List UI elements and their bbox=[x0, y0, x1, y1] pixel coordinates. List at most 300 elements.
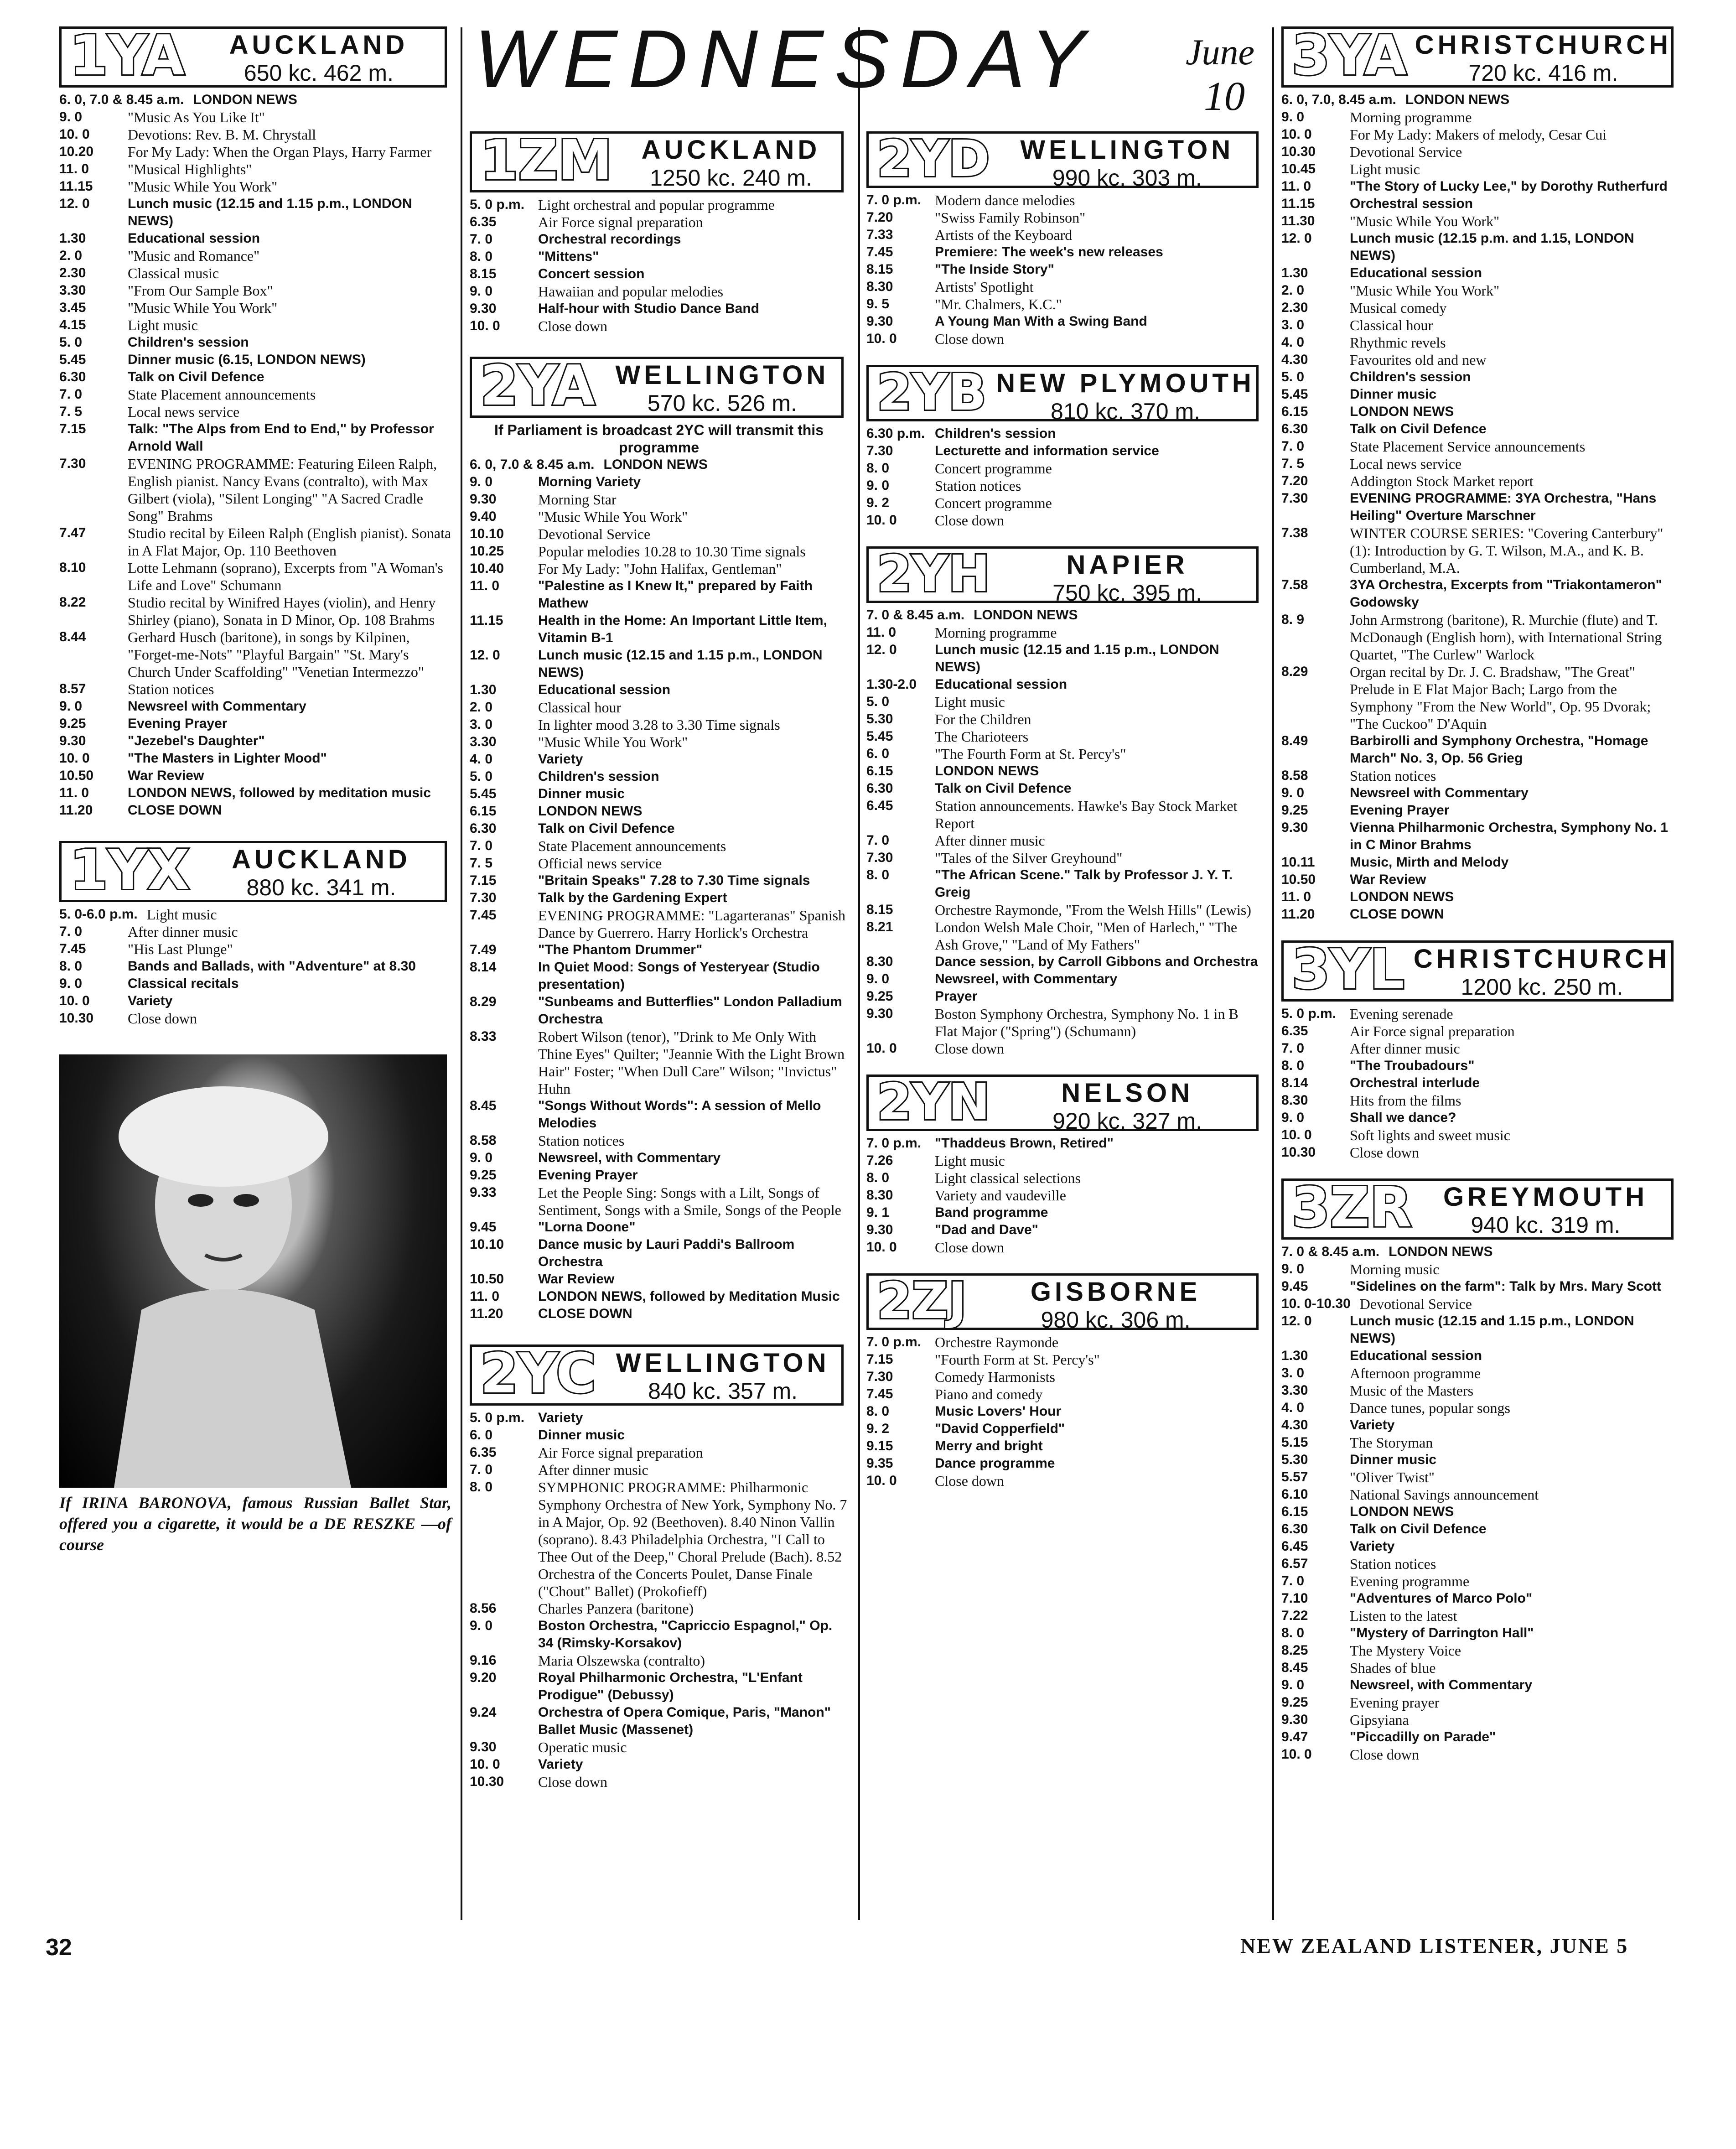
programme-row bbox=[59, 420, 451, 455]
programme-row bbox=[1281, 1295, 1678, 1313]
programme-time: 7. 0 & 8.45 a.m. bbox=[866, 607, 965, 623]
programme-time: 12. 0 bbox=[470, 648, 500, 663]
programme-row bbox=[470, 1028, 848, 1097]
programme-title: Lunch music (12.15 and 1.15 p.m., LONDON NEWS) bbox=[1350, 1313, 1634, 1346]
programme-title: Newsreel with Commentary bbox=[128, 699, 306, 714]
date-month: June bbox=[1186, 32, 1255, 73]
programme-row bbox=[866, 676, 1263, 693]
programme-row bbox=[59, 975, 451, 992]
programme-title: Devotions: Rev. B. M. Chrystall bbox=[128, 126, 316, 143]
programme-row bbox=[1281, 576, 1678, 611]
programme-time: 7.58 bbox=[1281, 577, 1308, 592]
programme-time: 9. 0 bbox=[1281, 1677, 1305, 1692]
station-header-box bbox=[866, 130, 1259, 191]
programme-row bbox=[1281, 1625, 1678, 1642]
programme-time: 11.20 bbox=[1281, 907, 1315, 922]
programme-title: Orchestral session bbox=[1350, 196, 1473, 211]
programme-title: "Mr. Chalmers, K.C." bbox=[935, 296, 1062, 312]
programme-title: Musical comedy bbox=[1350, 300, 1447, 316]
programme-time: 7.45 bbox=[866, 1386, 893, 1402]
programme-time: 3.30 bbox=[470, 734, 497, 749]
programme-row bbox=[470, 993, 848, 1028]
programme-row bbox=[470, 1271, 848, 1288]
station-2yn bbox=[866, 1071, 1263, 1256]
programme-time: 10. 0 bbox=[866, 1240, 897, 1255]
station-call-sign: 2YH bbox=[877, 545, 990, 603]
programme-time: 8. 9 bbox=[1281, 612, 1305, 627]
programme-title: Operatic music bbox=[538, 1739, 627, 1755]
programme-title: "Piccadilly on Parade" bbox=[1350, 1729, 1496, 1744]
programme-time: 7. 0 bbox=[1281, 439, 1305, 454]
programme-title: Health in the Home: An Important Little Item, Vitamin B-1 bbox=[538, 613, 827, 645]
programme-row bbox=[1281, 802, 1678, 819]
programme-time: 8. 0 bbox=[470, 249, 493, 264]
station-header bbox=[59, 837, 451, 906]
programme-time: 3. 0 bbox=[1281, 317, 1305, 332]
programme-row bbox=[1281, 1451, 1678, 1469]
programme-time: 9.30 bbox=[866, 1006, 893, 1021]
programme-time: 9.25 bbox=[1281, 803, 1308, 818]
programme-row bbox=[470, 941, 848, 959]
programme-row bbox=[59, 195, 451, 230]
programme-time: 8.30 bbox=[866, 279, 893, 294]
programme-title: Rhythmic revels bbox=[1350, 334, 1446, 351]
programme-time: 9.30 bbox=[470, 492, 497, 507]
programme-title: Children's session bbox=[935, 426, 1056, 441]
programme-title: Close down bbox=[538, 318, 607, 334]
programme-time: 10.10 bbox=[470, 526, 504, 541]
programme-row bbox=[470, 1600, 848, 1617]
programme-row bbox=[1281, 299, 1678, 317]
programme-title: State Placement announcements bbox=[538, 838, 726, 854]
programme-time: 9. 0 bbox=[59, 976, 83, 991]
programme-time: 8.14 bbox=[1281, 1075, 1308, 1090]
programme-title: "Mystery of Darrington Hall" bbox=[1350, 1625, 1534, 1640]
ballerina-portrait bbox=[59, 1054, 447, 1488]
programme-title: The Mystery Voice bbox=[1350, 1642, 1461, 1659]
programme-title: "The Troubadours" bbox=[1350, 1058, 1475, 1073]
programme-title: Classical music bbox=[128, 265, 219, 281]
programme-title: For My Lady: Makers of melody, Cesar Cui bbox=[1350, 126, 1607, 143]
programme-time: 1.30 bbox=[59, 231, 86, 246]
programme-row bbox=[1281, 265, 1678, 282]
programme-row bbox=[1281, 1109, 1678, 1126]
programme-time: 5.45 bbox=[866, 729, 893, 744]
programme-time: 9.30 bbox=[866, 314, 893, 329]
programme-row bbox=[866, 425, 1263, 442]
programme-time: 12. 0 bbox=[866, 642, 897, 657]
station-frequency: 1200 kc. 250 m. bbox=[1461, 974, 1623, 1000]
programme-title: Close down bbox=[935, 331, 1004, 347]
programme-title: Talk on Civil Defence bbox=[935, 781, 1072, 796]
programme-time: 9.30 bbox=[1281, 1712, 1308, 1727]
programme-title: "Lorna Doone" bbox=[538, 1220, 636, 1235]
programme-title: Variety bbox=[128, 993, 173, 1008]
programme-row bbox=[59, 524, 451, 559]
programme-title: Dinner music (6.15, LONDON NEWS) bbox=[128, 352, 366, 367]
programme-time: 5. 0 p.m. bbox=[1281, 1006, 1337, 1021]
station-city: GREYMOUTH bbox=[1443, 1182, 1648, 1212]
programme-time: 6.30 bbox=[1281, 421, 1308, 436]
station-header bbox=[470, 1341, 848, 1409]
programme-time: 7. 0 bbox=[470, 1462, 493, 1477]
programme-row bbox=[1281, 143, 1678, 161]
programme-title: Variety bbox=[538, 1410, 583, 1425]
programme-time: 7.15 bbox=[59, 421, 86, 436]
programme-row bbox=[470, 213, 848, 231]
programme-title: Air Force signal preparation bbox=[538, 214, 703, 230]
programme-title: Studio recital by Winifred Hayes (violin), and Henry Shirley (piano), Sonata in D Minor, Op. 108 Brahms bbox=[128, 594, 436, 628]
programme-time: 10.30 bbox=[59, 1011, 94, 1026]
programme-title: Orchestral recordings bbox=[538, 232, 681, 247]
programme-title: Station notices bbox=[128, 681, 214, 697]
programme-row bbox=[470, 855, 848, 872]
programme-row bbox=[1281, 611, 1678, 663]
station-city: NELSON bbox=[1061, 1078, 1193, 1108]
programme-title: Classical recitals bbox=[128, 976, 239, 991]
programme-row bbox=[59, 698, 451, 715]
programme-row bbox=[470, 525, 848, 543]
station-info bbox=[193, 29, 445, 85]
programme-title: LONDON NEWS, followed by meditation music bbox=[128, 785, 431, 800]
programme-time: 10.45 bbox=[1281, 161, 1316, 176]
programme-title: Orchestre Raymonde, "From the Welsh Hills" (Lewis) bbox=[935, 902, 1251, 918]
programme-time: 9. 0 bbox=[866, 971, 890, 986]
programme-row bbox=[1281, 230, 1678, 265]
programme-row bbox=[1281, 1677, 1678, 1694]
programme-row bbox=[1281, 1365, 1678, 1382]
programme-row bbox=[866, 244, 1263, 261]
station-header-box bbox=[59, 26, 447, 88]
station-city: CHRISTCHURCH bbox=[1413, 944, 1671, 974]
programme-title: Merry and bright bbox=[935, 1438, 1043, 1453]
programme-title: "Tales of the Silver Greyhound" bbox=[935, 850, 1123, 866]
programme-title: Half-hour with Studio Dance Band bbox=[538, 301, 759, 316]
programme-row bbox=[1281, 854, 1678, 871]
station-info bbox=[998, 549, 1256, 606]
programme-row bbox=[866, 711, 1263, 728]
programme-row bbox=[470, 543, 848, 560]
station-info bbox=[1415, 29, 1672, 85]
station-header-box bbox=[1281, 940, 1674, 1002]
programme-time: 10.25 bbox=[470, 544, 504, 559]
programme-row bbox=[1281, 1746, 1678, 1763]
programme-time: 6.15 bbox=[1281, 1504, 1308, 1519]
programme-title: Morning programme bbox=[935, 624, 1057, 641]
programme-time: 7. 0 bbox=[1281, 1041, 1305, 1056]
programme-row bbox=[866, 971, 1263, 988]
programme-time: 7.22 bbox=[1281, 1608, 1308, 1623]
programme-row bbox=[866, 1152, 1263, 1169]
programme-row bbox=[1281, 1278, 1678, 1295]
programme-title: "His Last Plunge" bbox=[128, 941, 233, 957]
programme-row bbox=[1281, 1144, 1678, 1161]
programme-time: 9.30 bbox=[470, 1739, 497, 1754]
programme-row bbox=[866, 226, 1263, 244]
programme-title: "Swiss Family Robinson" bbox=[935, 209, 1086, 226]
programme-row bbox=[1281, 1382, 1678, 1399]
programme-time: 9.20 bbox=[470, 1670, 497, 1685]
station-call-sign: 2YD bbox=[877, 130, 990, 188]
programme-time: 8.30 bbox=[1281, 1093, 1308, 1108]
programme-time: 2. 0 bbox=[1281, 283, 1305, 298]
station-frequency: 650 kc. 462 m. bbox=[244, 60, 394, 86]
station-3zr bbox=[1281, 1175, 1678, 1763]
programme-row bbox=[1281, 420, 1678, 438]
programme-row bbox=[470, 231, 848, 248]
programme-time: 8.30 bbox=[866, 954, 893, 969]
programme-time: 8.57 bbox=[59, 681, 86, 696]
programme-time: 8.45 bbox=[470, 1098, 497, 1113]
programme-time: 7. 0 & 8.45 a.m. bbox=[1281, 1244, 1380, 1259]
programme-time: 11. 0 bbox=[1281, 889, 1311, 904]
programme-row bbox=[1281, 888, 1678, 906]
programme-time: 10.50 bbox=[59, 768, 94, 783]
programme-time: 2.30 bbox=[1281, 300, 1308, 315]
programme-row bbox=[470, 681, 848, 699]
station-header-box bbox=[866, 363, 1259, 424]
programme-row bbox=[866, 512, 1263, 529]
programme-title: Organ recital by Dr. J. C. Bradshaw, "The Great" Prelude in E Flat Major Bach; Largo from the Symphony "From the New World", Op. 95 Dvorak; "The Cuckoo" D'Aquin bbox=[1350, 664, 1651, 732]
programme-time: 6. 0, 7.0 & 8.45 a.m. bbox=[59, 92, 184, 107]
programme-title: Air Force signal preparation bbox=[1350, 1023, 1515, 1039]
programme-row bbox=[470, 1773, 848, 1791]
programme-title: After dinner music bbox=[538, 1462, 648, 1478]
programme-title: Talk on Civil Defence bbox=[1350, 1521, 1487, 1536]
programme-time: 5.30 bbox=[1281, 1452, 1308, 1467]
station-info bbox=[995, 367, 1256, 424]
programme-row bbox=[866, 1455, 1263, 1472]
programme-row bbox=[59, 403, 451, 420]
programme-title: "The Inside Story" bbox=[935, 262, 1054, 277]
programme-row bbox=[470, 768, 848, 785]
programme-title: "Music While You Work" bbox=[538, 509, 688, 525]
programme-time: 8.56 bbox=[470, 1601, 497, 1616]
programme-title: Concert session bbox=[538, 266, 645, 281]
programme-title: Modern dance melodies bbox=[935, 192, 1075, 208]
programme-time: 7.15 bbox=[470, 873, 497, 888]
programme-title: "The Phantom Drummer" bbox=[538, 942, 703, 957]
programme-row bbox=[866, 919, 1263, 953]
programme-title: Hits from the films bbox=[1350, 1092, 1461, 1109]
programme-time: 1.30 bbox=[1281, 265, 1308, 280]
programme-time: 11. 0 bbox=[59, 785, 89, 800]
programme-time: 8.44 bbox=[59, 629, 86, 644]
programme-title: Light music bbox=[128, 317, 198, 333]
programme-time: 8.58 bbox=[470, 1133, 497, 1148]
programme-title: Station notices bbox=[1350, 768, 1436, 784]
programme-row bbox=[866, 867, 1263, 901]
programme-title: "Music While You Work" bbox=[1350, 213, 1500, 229]
programme-title: CLOSE DOWN bbox=[128, 803, 222, 818]
station-header-box bbox=[866, 1073, 1259, 1134]
programme-row bbox=[59, 784, 451, 802]
programme-title: Educational session bbox=[1350, 265, 1482, 280]
programme-row bbox=[470, 612, 848, 647]
programme-row bbox=[1281, 1313, 1678, 1347]
programme-time: 9.30 bbox=[59, 733, 86, 748]
station-header-box bbox=[470, 131, 844, 192]
programme-title: Orchestral interlude bbox=[1350, 1075, 1480, 1090]
programme-time: 9.45 bbox=[1281, 1279, 1308, 1294]
station-header-box bbox=[470, 354, 844, 418]
programme-time: 7.49 bbox=[470, 942, 497, 957]
programme-time: 8.22 bbox=[59, 595, 86, 610]
programme-row bbox=[866, 261, 1263, 278]
programme-title: Evening serenade bbox=[1350, 1006, 1453, 1022]
programme-title: Evening Prayer bbox=[128, 716, 228, 731]
programme-time: 10. 0 bbox=[470, 318, 500, 333]
programme-title: State Placement announcements bbox=[128, 386, 316, 403]
programme-title: LONDON NEWS bbox=[193, 92, 297, 107]
column-rule bbox=[1272, 27, 1274, 1920]
programme-time: 8. 0 bbox=[866, 461, 890, 476]
programme-time: 9.16 bbox=[470, 1653, 497, 1668]
programme-row bbox=[470, 283, 848, 300]
programme-row bbox=[1281, 386, 1678, 403]
programme-time: 7.30 bbox=[866, 443, 893, 458]
column-3 bbox=[866, 128, 1263, 1490]
programme-title: Popular melodies 10.28 to 10.30 Time signals bbox=[538, 543, 806, 560]
programme-title: Close down bbox=[1350, 1144, 1419, 1161]
programme-title: "Jezebel's Daughter" bbox=[128, 733, 265, 748]
programme-title: LONDON NEWS bbox=[603, 457, 708, 472]
station-header bbox=[1281, 1175, 1678, 1243]
programme-time: 9.30 bbox=[1281, 820, 1308, 835]
programme-row bbox=[59, 230, 451, 247]
programme-time: 9. 0 bbox=[1281, 785, 1305, 800]
station-city: AUCKLAND bbox=[641, 135, 821, 165]
programme-time: 6.10 bbox=[1281, 1487, 1308, 1502]
station-2zj bbox=[866, 1270, 1263, 1490]
programme-row bbox=[1281, 1347, 1678, 1365]
programme-time: 8. 0 bbox=[1281, 1625, 1305, 1640]
programme-title: LONDON NEWS bbox=[1350, 1504, 1454, 1519]
programme-title: "David Copperfield" bbox=[935, 1421, 1065, 1436]
programme-title: Dance programme bbox=[935, 1456, 1055, 1471]
programme-time: 8.45 bbox=[1281, 1660, 1308, 1675]
station-frequency: 840 kc. 357 m. bbox=[648, 1378, 798, 1404]
programme-row bbox=[866, 494, 1263, 512]
programme-title: "Music As You Like It" bbox=[128, 109, 265, 125]
programme-time: 11.20 bbox=[470, 1306, 503, 1321]
station-call-sign: 2YA bbox=[480, 354, 595, 418]
programme-row bbox=[59, 386, 451, 403]
programme-title: Music of the Masters bbox=[1350, 1382, 1474, 1399]
programme-row bbox=[1281, 403, 1678, 420]
station-info bbox=[621, 134, 841, 190]
programme-time: 11. 0 bbox=[1281, 179, 1311, 194]
programme-title: LONDON NEWS bbox=[1350, 889, 1454, 904]
programme-time: 6.15 bbox=[1281, 404, 1308, 419]
programme-title: EVENING PROGRAMME: 3YA Orchestra, "Hans Heiling" Overture Marschner bbox=[1350, 491, 1657, 523]
programme-time: 8.15 bbox=[866, 262, 893, 277]
programme-row bbox=[1281, 1005, 1678, 1023]
programme-title: Devotional Service bbox=[1350, 144, 1462, 160]
programme-time: 7. 5 bbox=[1281, 456, 1305, 471]
programme-row bbox=[866, 780, 1263, 797]
programme-title: Robert Wilson (tenor), "Drink to Me Only With Thine Eyes" Quilter; "Jeannie With the Light Brown Hair" Foster; "When Dull Care" Wilson; "Invictus" Huhn bbox=[538, 1028, 845, 1097]
programme-time: 7.30 bbox=[59, 456, 86, 471]
day-title: WEDNESDAY bbox=[474, 13, 1096, 105]
programme-title: Light music bbox=[935, 694, 1005, 710]
programme-time: 5. 0-6.0 p.m. bbox=[59, 907, 138, 922]
programme-title: Classical hour bbox=[1350, 317, 1433, 333]
programme-time: 11. 0 bbox=[470, 578, 500, 593]
programme-time: 11.15 bbox=[1281, 196, 1315, 211]
programme-time: 9. 0 bbox=[59, 699, 83, 714]
programme-time: 12. 0 bbox=[59, 196, 90, 211]
programme-time: 6.45 bbox=[1281, 1539, 1308, 1554]
programme-title: 3YA Orchestra, Excerpts from "Triakontameron" Godowsky bbox=[1350, 577, 1662, 610]
programme-time: 2. 0 bbox=[59, 248, 83, 263]
programme-title: Local news service bbox=[128, 404, 240, 420]
programme-row bbox=[59, 940, 451, 958]
programme-time: 9.25 bbox=[470, 1168, 497, 1183]
programme-title: Dinner music bbox=[1350, 1452, 1437, 1467]
programme-time: 10.50 bbox=[1281, 872, 1316, 887]
programme-title: Talk on Civil Defence bbox=[538, 821, 675, 836]
programme-time: 3.45 bbox=[59, 300, 86, 315]
programme-time: 10. 0 bbox=[866, 1473, 897, 1488]
programme-row bbox=[866, 1368, 1263, 1386]
programme-title: In lighter mood 3.28 to 3.30 Time signals bbox=[538, 716, 780, 733]
programme-time: 7.15 bbox=[866, 1352, 893, 1367]
programme-row bbox=[470, 889, 848, 907]
station-header bbox=[866, 1071, 1263, 1135]
station-header bbox=[866, 1270, 1263, 1334]
programme-time: 3.30 bbox=[1281, 1383, 1308, 1398]
programme-title: Close down bbox=[935, 512, 1004, 529]
programme-time: 2.30 bbox=[59, 265, 86, 280]
programme-row bbox=[470, 733, 848, 751]
station-1yx bbox=[59, 837, 451, 1027]
programme-row bbox=[59, 559, 451, 594]
programme-time: 9.25 bbox=[1281, 1695, 1308, 1710]
page-number: 32 bbox=[46, 1934, 72, 1961]
station-info bbox=[998, 134, 1257, 191]
programme-title: Newsreel, with Commentary bbox=[538, 1150, 721, 1165]
programme-time: 10.30 bbox=[1281, 144, 1316, 159]
programme-row bbox=[470, 1652, 848, 1669]
programme-time: 10. 0 bbox=[59, 751, 90, 766]
programme-time: 11.15 bbox=[470, 613, 503, 628]
programme-row bbox=[866, 849, 1263, 867]
programme-title: Boston Orchestra, "Capriccio Espagnol," Op. 34 (Rimsky-Korsakov) bbox=[538, 1618, 833, 1651]
programme-title: "Songs Without Words": A session of Mello Melodies bbox=[538, 1098, 821, 1131]
programme-row bbox=[470, 196, 848, 213]
programme-time: 7. 0 p.m. bbox=[866, 192, 922, 208]
programme-title: Prayer bbox=[935, 989, 978, 1004]
programme-row bbox=[59, 351, 451, 369]
programme-title: Devotional Service bbox=[1359, 1296, 1472, 1312]
programme-row bbox=[470, 785, 848, 803]
station-city: WELLINGTON bbox=[615, 360, 829, 390]
programme-row bbox=[866, 296, 1263, 313]
programme-row bbox=[1281, 1057, 1678, 1074]
programme-title: LONDON NEWS, followed by Meditation Music bbox=[538, 1289, 840, 1304]
programme-title: Educational session bbox=[538, 682, 671, 697]
programme-row bbox=[59, 680, 451, 698]
programme-time: 5. 0 p.m. bbox=[470, 197, 525, 212]
station-info bbox=[975, 1276, 1256, 1333]
programme-row bbox=[866, 209, 1263, 226]
programme-title: Lunch music (12.15 and 1.15 p.m., LONDON NEWS) bbox=[935, 642, 1219, 675]
station-2yh bbox=[866, 543, 1263, 1057]
programme-row bbox=[1281, 1694, 1678, 1711]
programme-title: The Storyman bbox=[1350, 1434, 1433, 1451]
programme-title: Dinner music bbox=[538, 1427, 625, 1443]
